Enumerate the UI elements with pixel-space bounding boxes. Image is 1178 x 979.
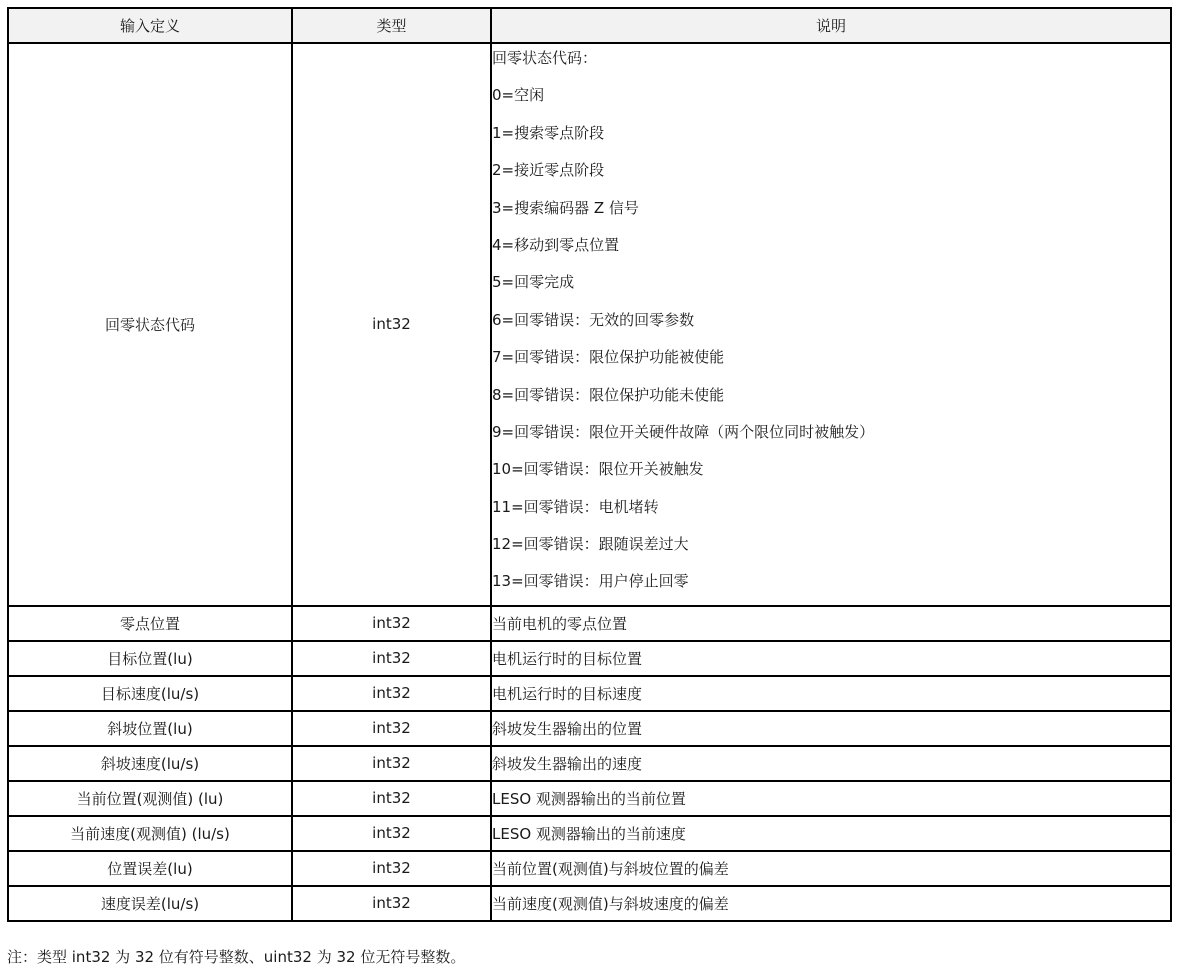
table-row-homing-status	[8, 43, 1171, 606]
cell-description-list	[491, 43, 1171, 606]
status-line: 4=移动到零点位置	[492, 235, 620, 254]
cell-name: 位置误差(lu)	[8, 851, 292, 886]
table-row	[8, 816, 1171, 851]
table-row	[8, 851, 1171, 886]
status-line: 0=空闲	[492, 86, 545, 105]
table-row	[8, 711, 1171, 746]
spec-table-container	[7, 7, 1170, 922]
status-line: 13=回零错误：用户停止回零	[492, 572, 689, 591]
status-line: 12=回零错误：跟随误差过大	[492, 535, 689, 554]
cell-description: 当前速度(观测值)与斜坡速度的偏差	[491, 886, 1171, 921]
cell-description: 电机运行时的目标位置	[491, 641, 1171, 676]
cell-name: 斜坡速度(lu/s)	[8, 746, 292, 781]
status-line: 5=回零完成	[492, 273, 575, 292]
cell-description: LESO 观测器输出的当前速度	[491, 816, 1171, 851]
status-line: 2=接近零点阶段	[492, 161, 605, 180]
table-row	[8, 886, 1171, 921]
header-description: 说明	[491, 8, 1171, 43]
cell-name: 斜坡位置(lu)	[8, 711, 292, 746]
cell-type: int32	[292, 816, 491, 851]
status-line: 9=回零错误：限位开关硬件故障（两个限位同时被触发）	[492, 422, 875, 441]
status-line: 1=搜索零点阶段	[492, 123, 605, 142]
table-row	[8, 746, 1171, 781]
footnote: 注：类型 int32 为 32 位有符号整数、uint32 为 32 位无符号整数。	[7, 948, 466, 966]
cell-name: 当前位置(观测值) (lu)	[8, 781, 292, 816]
cell-description: 电机运行时的目标速度	[491, 676, 1171, 711]
cell-description: 当前电机的零点位置	[491, 606, 1171, 641]
cell-name: 目标位置(lu)	[8, 641, 292, 676]
cell-type: int32	[292, 851, 491, 886]
cell-type: int32	[292, 641, 491, 676]
cell-name: 零点位置	[8, 606, 292, 641]
table-row	[8, 606, 1171, 641]
input-definition-table	[7, 7, 1172, 922]
cell-name: 速度误差(lu/s)	[8, 886, 292, 921]
status-line: 10=回零错误：限位开关被触发	[492, 460, 704, 479]
cell-name: 当前速度(观测值) (lu/s)	[8, 816, 292, 851]
cell-description: 斜坡发生器输出的速度	[491, 746, 1171, 781]
cell-type: int32	[292, 711, 491, 746]
cell-name: 目标速度(lu/s)	[8, 676, 292, 711]
cell-description: 斜坡发生器输出的位置	[491, 711, 1171, 746]
cell-type: int32	[292, 886, 491, 921]
status-line: 7=回零错误：限位保护功能被使能	[492, 348, 725, 367]
status-line: 6=回零错误：无效的回零参数	[492, 310, 695, 329]
status-line: 回零状态代码：	[492, 49, 598, 67]
status-line: 8=回零错误：限位保护功能未使能	[492, 385, 725, 404]
status-line: 3=搜索编码器 Z 信号	[492, 198, 639, 217]
cell-name: 回零状态代码	[8, 43, 292, 606]
header-input-definition: 输入定义	[8, 8, 292, 43]
table-row	[8, 641, 1171, 676]
header-type: 类型	[292, 8, 491, 43]
cell-description: 当前位置(观测值)与斜坡位置的偏差	[491, 851, 1171, 886]
table-header-row	[8, 8, 1171, 43]
cell-type: int32	[292, 606, 491, 641]
cell-type: int32	[292, 746, 491, 781]
status-line: 11=回零错误：电机堵转	[492, 497, 659, 516]
table-row	[8, 676, 1171, 711]
cell-type: int32	[292, 43, 491, 606]
cell-description: LESO 观测器输出的当前位置	[491, 781, 1171, 816]
cell-type: int32	[292, 676, 491, 711]
table-row	[8, 781, 1171, 816]
cell-type: int32	[292, 781, 491, 816]
